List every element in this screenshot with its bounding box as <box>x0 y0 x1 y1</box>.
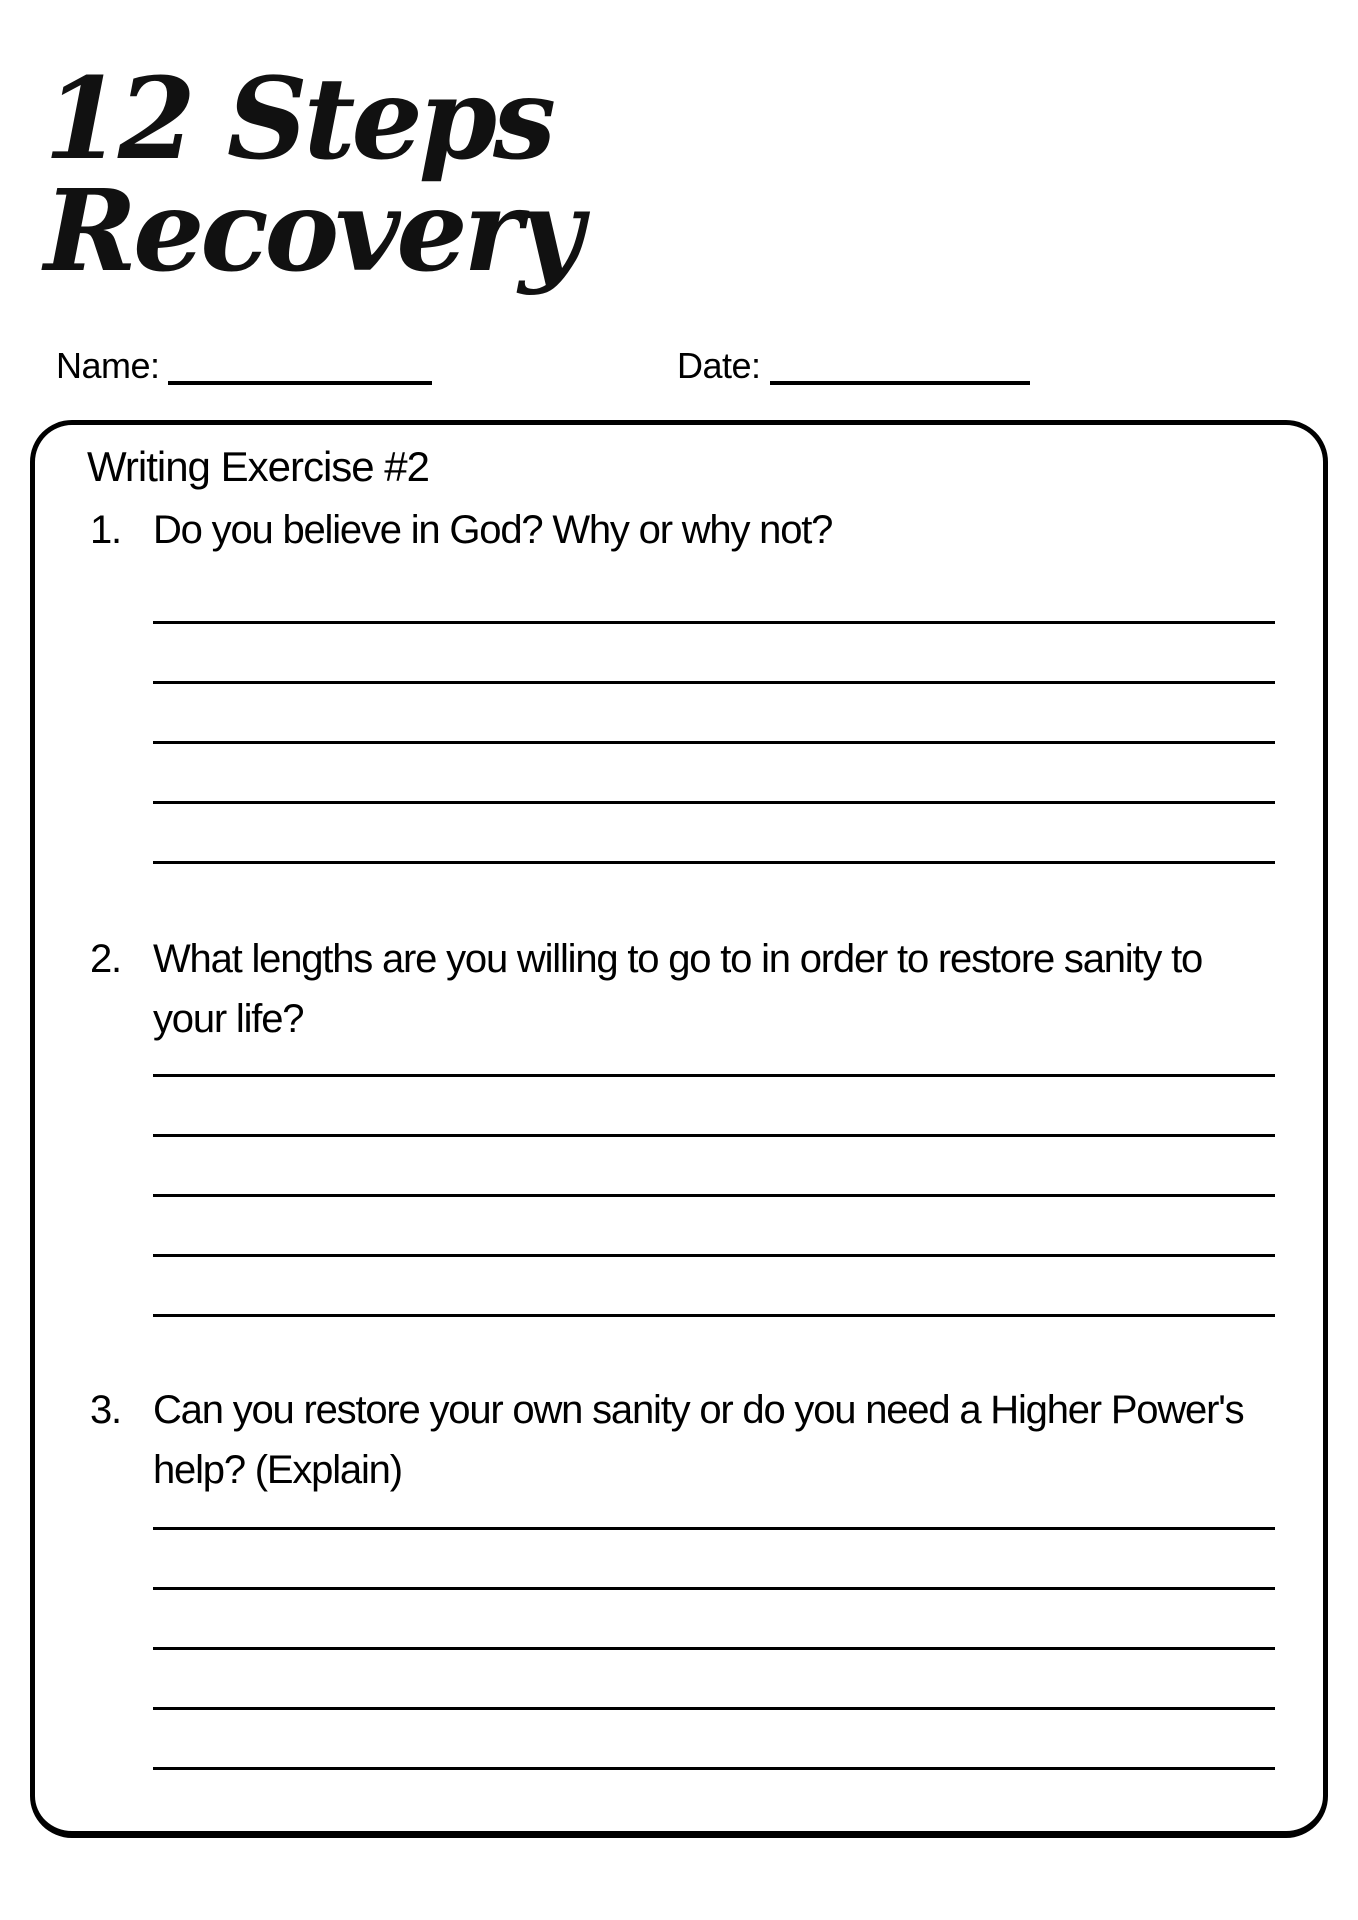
answer-line[interactable] <box>153 1767 1275 1827</box>
exercise-heading: Writing Exercise #2 <box>87 443 430 490</box>
worksheet-title <box>44 54 580 297</box>
date-input-line[interactable] <box>770 381 1030 385</box>
name-label: Name: <box>56 345 160 386</box>
question-1-number: 1. <box>90 508 121 552</box>
question-3-text-line2: help? (Explain) <box>153 1448 402 1492</box>
answer-line[interactable] <box>153 1587 1275 1647</box>
date-label: Date: <box>677 345 761 386</box>
name-date-row <box>0 345 1358 389</box>
answer-line[interactable] <box>153 1314 1275 1374</box>
question-2-number: 2. <box>90 937 121 981</box>
question-3 <box>90 1380 1243 1500</box>
question-3-text <box>153 1380 1243 1500</box>
question-2-text-line1: What lengths are you willing to go to in order to restore sanity to <box>153 937 1203 981</box>
answer-line[interactable] <box>153 1527 1275 1587</box>
question-1 <box>90 500 832 560</box>
exercise-box <box>30 420 1328 1838</box>
answer-line[interactable] <box>153 1254 1275 1314</box>
question-1-text <box>153 500 832 560</box>
answer-line[interactable] <box>153 681 1275 741</box>
answer-lines-question-2 <box>153 1074 1275 1374</box>
question-2-text-line2: your life? <box>153 997 304 1041</box>
answer-line[interactable] <box>153 801 1275 861</box>
answer-line[interactable] <box>153 1134 1275 1194</box>
answer-lines-question-1 <box>153 621 1275 921</box>
question-3-text-line1: Can you restore your own sanity or do you need a Higher Power's <box>153 1388 1244 1432</box>
worksheet-title-line1: 12 Steps <box>44 54 553 185</box>
answer-line[interactable] <box>153 741 1275 801</box>
answer-line[interactable] <box>153 1194 1275 1254</box>
name-input-line[interactable] <box>168 381 432 385</box>
question-1-text-line1: Do you believe in God? Why or why not? <box>153 508 833 552</box>
answer-line[interactable] <box>153 1647 1275 1707</box>
question-3-number: 3. <box>90 1388 121 1432</box>
worksheet-title-line2: Recovery <box>44 166 580 297</box>
answer-line[interactable] <box>153 1074 1275 1134</box>
answer-line[interactable] <box>153 1707 1275 1767</box>
question-2-text <box>153 929 1202 1049</box>
answer-lines-question-3 <box>153 1527 1275 1827</box>
question-2 <box>90 929 1202 1049</box>
answer-line[interactable] <box>153 621 1275 681</box>
answer-line[interactable] <box>153 861 1275 921</box>
